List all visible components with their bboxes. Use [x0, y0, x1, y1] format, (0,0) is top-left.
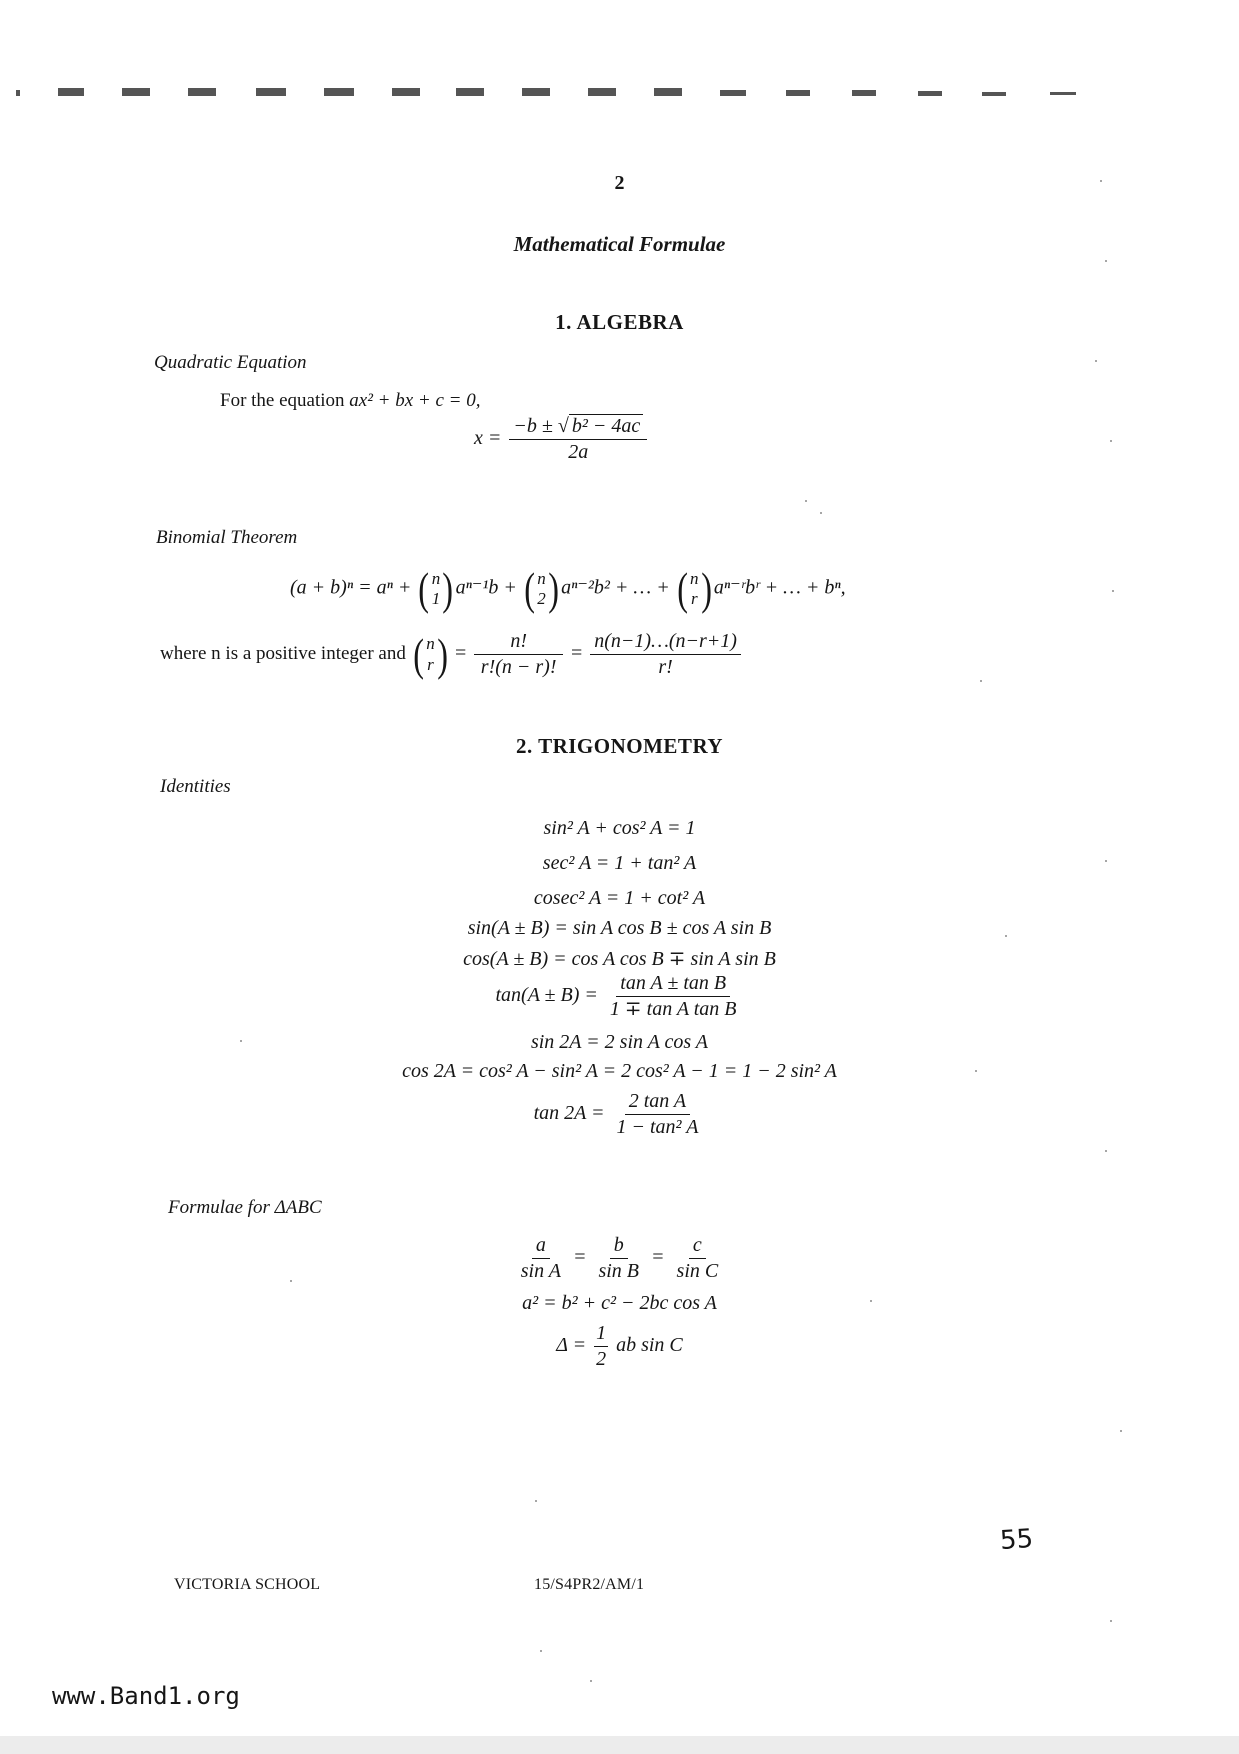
- sine-rule-c-den: sin C: [676, 1260, 719, 1282]
- quadratic-numerator: −b ± √ b² − 4ac: [509, 415, 647, 440]
- sine-rule-c-num: c: [689, 1234, 706, 1259]
- area-half: [594, 1322, 608, 1371]
- tan-double-den: 1 − tan² A: [616, 1116, 699, 1138]
- quadratic-discriminant: b² − 4ac: [569, 414, 643, 437]
- quadratic-formula-fraction: [509, 415, 647, 464]
- sine-rule-a-num: a: [532, 1234, 550, 1259]
- def-frac2-num: n(n−1)…(n−r+1): [590, 630, 741, 655]
- binom1-top: n: [431, 568, 441, 588]
- cosine-rule: a² = b² + c² − 2bc cos A: [522, 1292, 717, 1314]
- quadratic-denominator: 2a: [568, 441, 589, 463]
- def-fraction-factorial: [474, 630, 563, 679]
- triangle-area-formula: [0, 1322, 1239, 1371]
- handwritten-page-number: 55: [998, 1523, 1035, 1557]
- binomial-coefficient-n-r-def: ( n r ): [413, 628, 448, 680]
- def-equals-1: =: [455, 642, 467, 665]
- identity-tan-sum: [0, 972, 1239, 1021]
- sine-rule-a-den: sin A: [520, 1260, 561, 1282]
- area-lhs: Δ =: [556, 1334, 587, 1357]
- def-fraction-product: [590, 630, 741, 679]
- binomial-term3: aⁿ⁻ʳbʳ + … + bⁿ,: [713, 576, 846, 599]
- tan-sum-num: tan A ± tan B: [616, 972, 730, 997]
- tan-sum-den: 1 ∓ tan A tan B: [609, 998, 737, 1020]
- sine-rule-b-den: sin B: [598, 1260, 640, 1282]
- watermark-url: www.Band1.org: [52, 1682, 240, 1710]
- area-rhs: ab sin C: [616, 1334, 683, 1357]
- sine-rule-equals-1: =: [572, 1246, 587, 1269]
- sine-rule-equals-2: =: [651, 1246, 665, 1269]
- def-top: n: [426, 634, 435, 654]
- identity-tan-double: [0, 1090, 1239, 1139]
- tan-double-fraction: [613, 1090, 703, 1139]
- sine-rule-c: [673, 1234, 723, 1283]
- identity-sec-tan: sec² A = 1 + tan² A: [542, 852, 697, 874]
- subheading-identities: Identities: [160, 776, 231, 797]
- def-equals-2: =: [570, 642, 583, 665]
- binomial-lhs: (a + b)ⁿ = aⁿ +: [290, 576, 417, 599]
- identity-pythagorean-sin-cos: sin² A + cos² A = 1: [543, 817, 696, 839]
- area-half-num: 1: [594, 1322, 608, 1347]
- binomial-coefficient-n-r: ( n r ): [677, 563, 712, 614]
- identity-sin-double: sin 2A = 2 sin A cos A: [530, 1031, 709, 1053]
- binomial-coefficient-definition: [160, 630, 744, 679]
- subheading-binomial-theorem: Binomial Theorem: [156, 527, 298, 548]
- tan-sum-lhs: tan(A ± B) =: [495, 984, 598, 1007]
- identity-cos-sum: cos(A ± B) = cos A cos B ∓ sin A sin B: [463, 948, 776, 970]
- binomial-coefficient-n-2: ( n 2 ): [524, 563, 559, 614]
- def-frac1-num: n!: [474, 630, 563, 655]
- tan-sum-fraction: [606, 972, 741, 1021]
- binom3-top: n: [690, 568, 699, 588]
- quadratic-intro: [220, 390, 481, 412]
- def-frac2-den: r!: [658, 656, 673, 678]
- quadratic-intro-text: For the equation: [220, 390, 345, 411]
- binom3-bottom: r: [690, 589, 698, 608]
- binom2-bottom: 2: [537, 589, 546, 608]
- def-frac1-den: r!(n − r)!: [480, 656, 557, 678]
- binomial-where-text: where n is a positive integer and: [160, 643, 406, 665]
- binom1-bottom: 1: [431, 589, 441, 608]
- binom2-top: n: [537, 568, 546, 588]
- binomial-term1: aⁿ⁻¹b +: [455, 576, 522, 599]
- area-half-den: 2: [596, 1348, 607, 1370]
- tan-double-num: 2 tan A: [625, 1090, 690, 1115]
- section-heading-algebra: 1. ALGEBRA: [555, 310, 684, 334]
- identity-cos-double: cos 2A = cos² A − sin² A = 2 cos² A − 1 = 1 − 2 sin² A: [402, 1060, 837, 1082]
- quadratic-formula: [474, 415, 650, 464]
- scan-bottom-edge: [0, 1736, 1239, 1754]
- subheading-triangle-formulae: Formulae for ΔABC: [168, 1197, 322, 1218]
- scan-header-strip: [10, 86, 1090, 100]
- def-bottom: r: [427, 654, 434, 674]
- section-heading-trigonometry: 2. TRIGONOMETRY: [515, 734, 724, 758]
- binomial-coefficient-n-1: ( n 1 ): [418, 563, 454, 614]
- quadratic-numerator-prefix: −b ±: [513, 415, 558, 437]
- sine-rule-a: [517, 1234, 565, 1283]
- footer-school-name: VICTORIA SCHOOL: [174, 1576, 321, 1593]
- subheading-quadratic-equation: Quadratic Equation: [154, 352, 307, 373]
- tan-double-lhs: tan 2A =: [533, 1102, 605, 1125]
- page-number: 2: [614, 172, 625, 194]
- binomial-expansion: [290, 563, 846, 614]
- document-title: Mathematical Formulae: [513, 232, 726, 256]
- identity-sin-sum: sin(A ± B) = sin A cos B ± cos A sin B: [467, 917, 772, 939]
- identity-cosec-cot: cosec² A = 1 + cot² A: [533, 887, 706, 909]
- quadratic-formula-lhs: x =: [474, 427, 502, 450]
- footer-paper-code: 15/S4PR2/AM/1: [534, 1576, 645, 1593]
- sine-rule-b-num: b: [610, 1234, 628, 1259]
- quadratic-equation: ax² + bx + c = 0,: [349, 390, 481, 411]
- sine-rule-b: [594, 1234, 643, 1283]
- binomial-term2: aⁿ⁻²b² + … +: [561, 576, 675, 599]
- sine-rule: [0, 1234, 1239, 1283]
